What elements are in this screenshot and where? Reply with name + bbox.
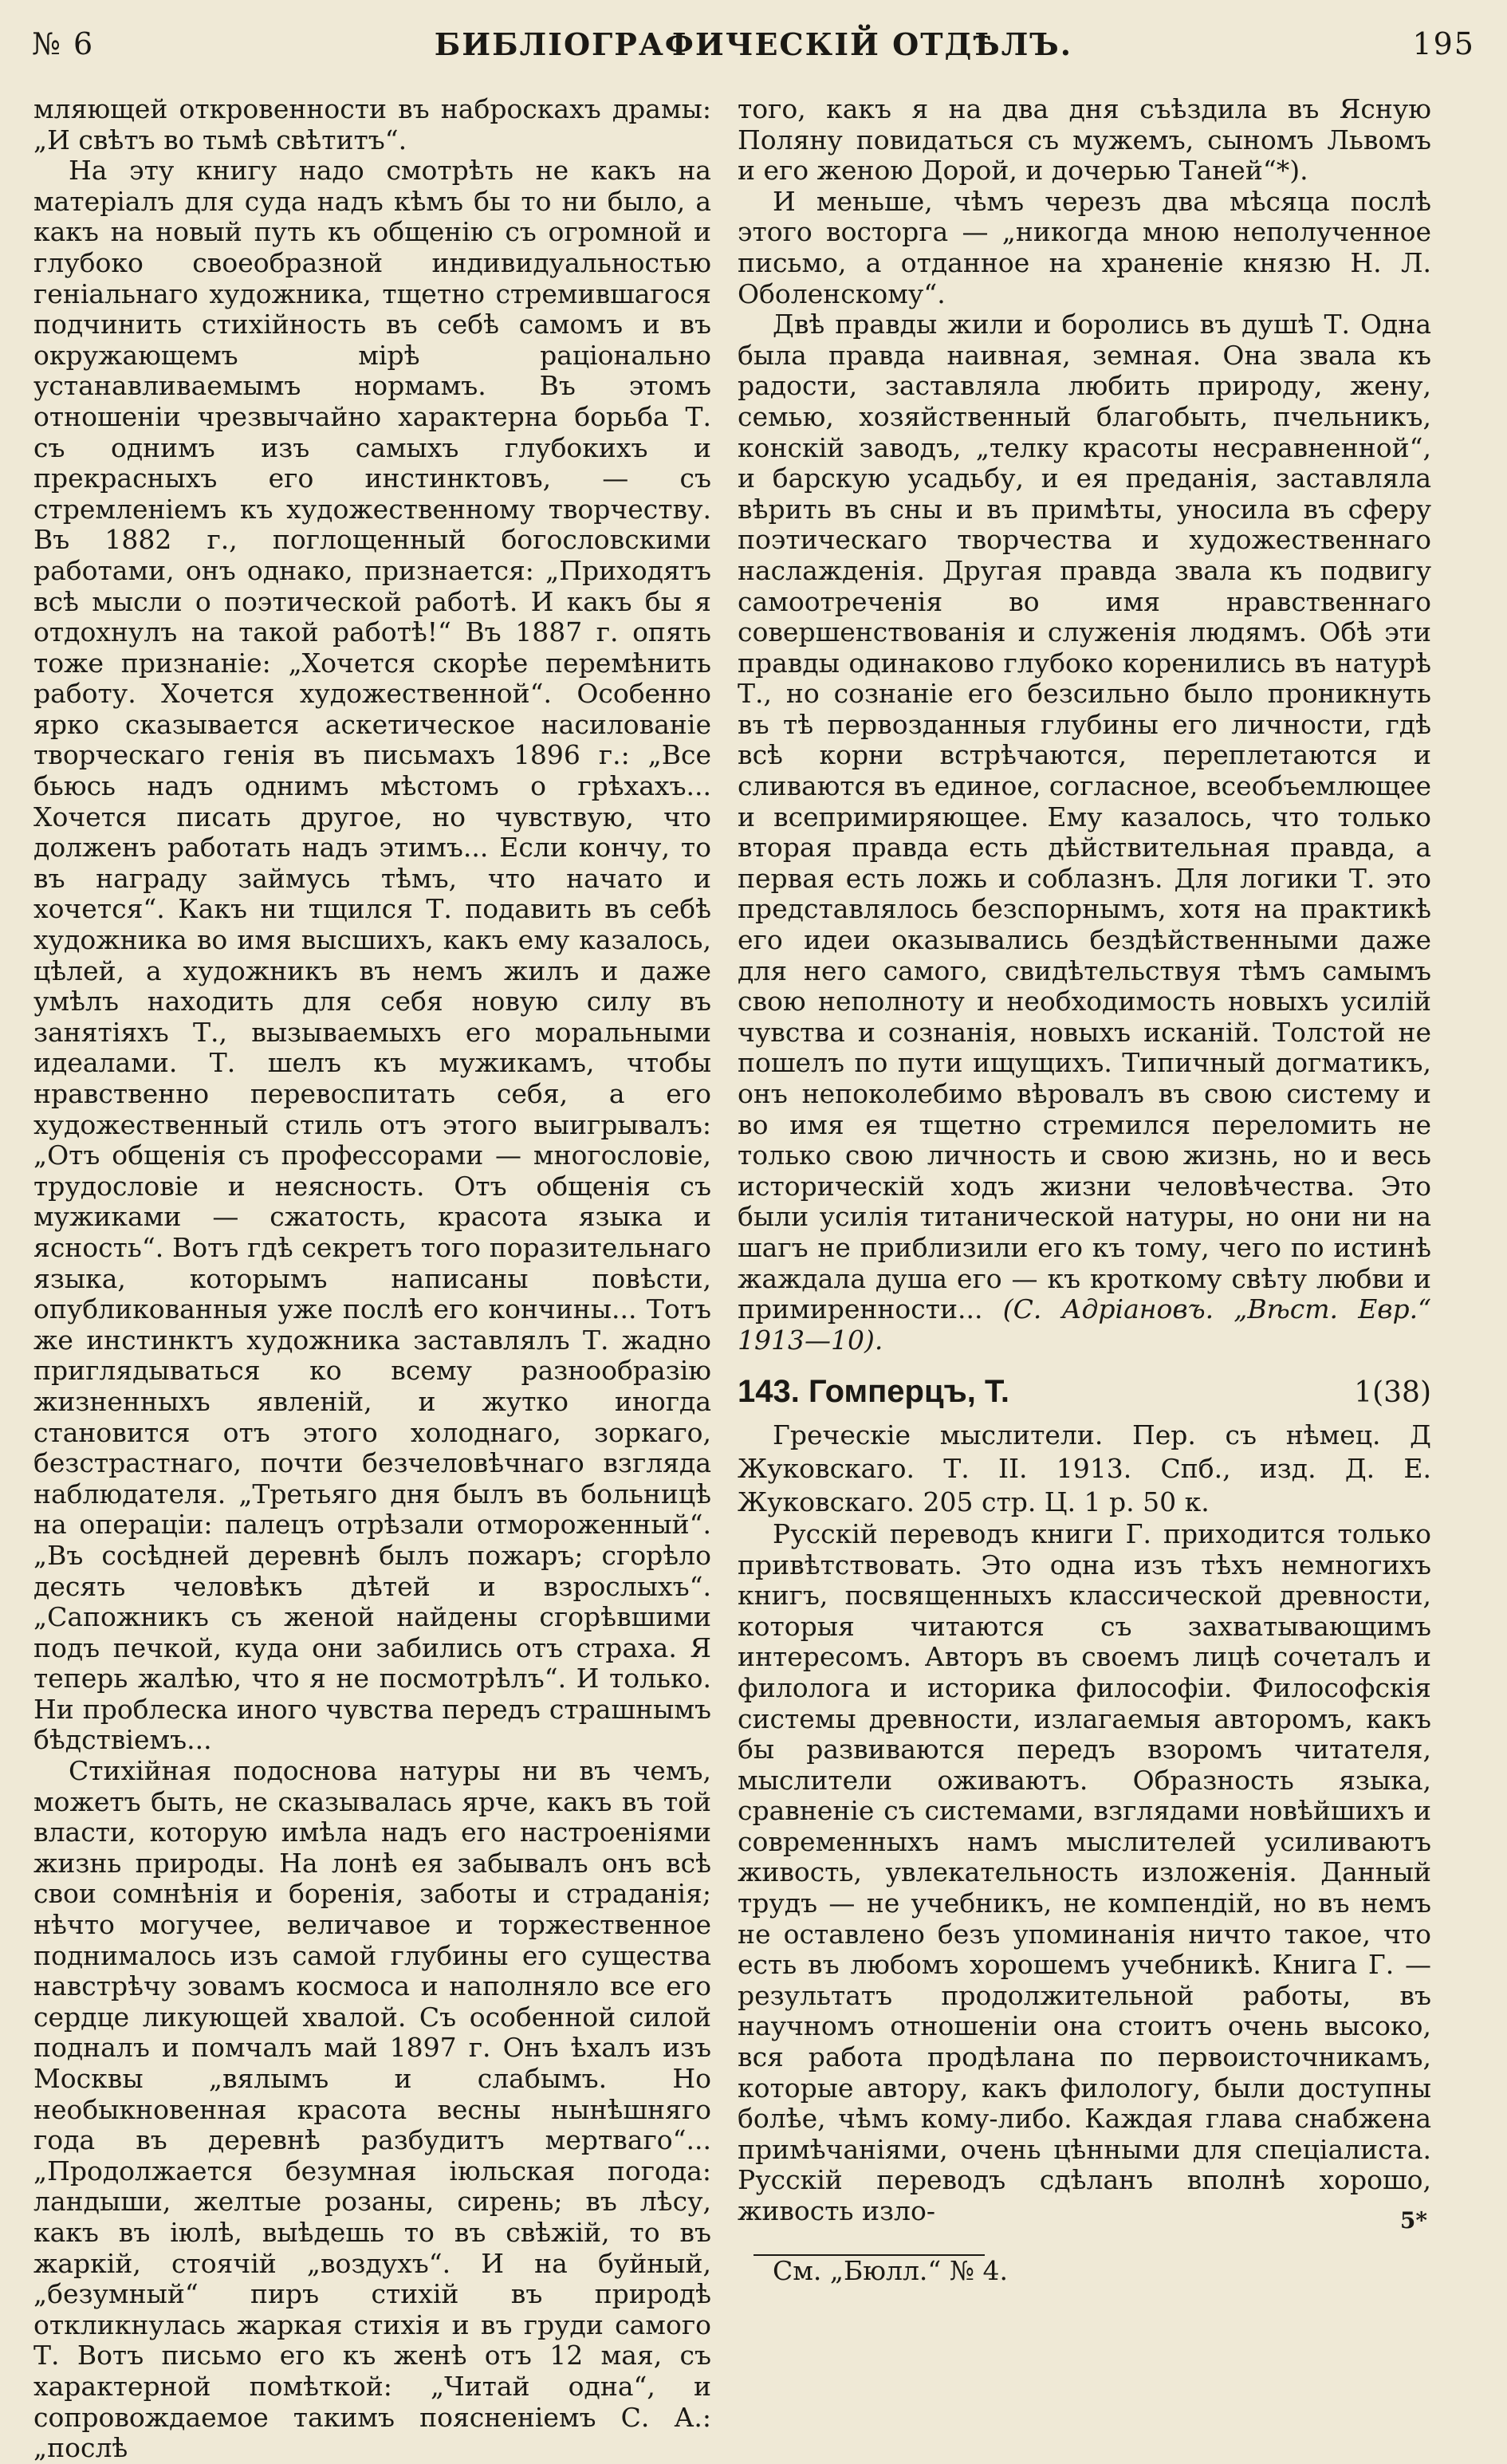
paragraph: На эту книгу надо смотрѣть не какъ на матеріалъ для суда надъ кѣмъ бы то ни было, а какъ на новый путь къ общенію съ огромной и глубоко своеобразной индивидуальностью геніальнаго художника, тщетно стремившагося подчинить стихійность въ себѣ самомъ и въ окружающемъ мірѣ раціонально устанавливаемымъ нормамъ. Въ этомъ отношеніи чрезвычайно характерна борьба Т. съ однимъ изъ самыхъ глубокихъ и прекрасныхъ его инстинктовъ, — съ стремленіемъ къ художественному творчеству. Въ 1882 г., поглощенный богословскими работами, онъ однако, признается: „Приходятъ всѣ мысли о поэтической работѣ. И какъ бы я отдохнулъ на такой работѣ!“ Въ 1887 г. опять тоже признаніе: „Хочется скорѣе перемѣнить работу. Хочется художественной“. Особенно ярко сказывается аскетическое насилованіе творческаго генія въ письмахъ 1896 г.: „Все бьюсь надъ однимъ мѣстомъ о грѣхахъ... Хочется писать другое, но чувствую, что долженъ работать надъ этимъ... Если кончу, то въ награду займусь тѣмъ, что начато и хочется“. Какъ ни тщился Т. подавить въ себѣ художника во имя высшихъ, какъ ему казалось, цѣлей, а художникъ въ немъ жилъ и даже умѣлъ находить для себя новую силу въ занятіяхъ Т., вызываемыхъ его моральными идеалами. Т. шелъ къ мужикамъ, чтобы нравственно перевоспитать себя, а его художественный стиль отъ этого выигрывалъ: „Отъ общенія съ профессорами — многословіе, трудословіе и неясность. Отъ общенія съ мужиками — сжатость, красота языка и ясность“. Вотъ гдѣ секретъ того поразительнаго языка, которымъ написаны повѣсти, опубликованныя уже послѣ его кончины... Тотъ же инстинктъ художника заставлялъ Т. жадно приглядываться ко всему разнообразію жизненныхъ явленій, и жутко иногда становится отъ этого холоднаго, зоркаго, безстрастнаго, почти безчеловѣчнаго взгляда наблюдателя. „Третьяго дня былъ въ больницѣ на операціи: палецъ отрѣзали отмороженный“. „Въ сосѣдней деревнѣ былъ пожаръ; сгорѣло десять человѣкъ дѣтей и взрослыхъ“. „Сапожникъ съ женой найдены сгорѣвшими подъ печкой, куда они забились отъ страха. Я теперь жалѣю, что я не посмотрѣлъ“. И только. Ни проблеска иного чувства передъ страшнымъ бѣдствіемъ...: [33, 155, 711, 1756]
paragraph: [738, 309, 1431, 1356]
source-citation: (С. Адріановъ. „Вѣст. Евр.“ 1913—10).: [738, 1293, 1431, 1356]
footnote-reference: См. „Бюлл.“ № 4.: [773, 2254, 1008, 2286]
paragraph: мляющей откровенности въ наброскахъ драмы: „И свѣтъ во тьмѣ свѣтитъ“.: [33, 93, 711, 155]
entry-count: 1(38): [1354, 1376, 1431, 1410]
paragraph: И меньше, чѣмъ черезъ два мѣсяца послѣ этого восторга — „никогда мною неполученное письмо, а отданное на храненіе князю Н. Л. Оболенскому“.: [738, 185, 1431, 309]
paragraph-text: Двѣ правды жили и боролись въ душѣ Т. Одна была правда наивная, земная. Она звала къ радости, заставляла любить природу, жену, семью, хозяйственный благобыть, пчельникъ, конскій заводъ, „телку красоты несравненной“, и барскую усадьбу, и ея преданія, заставляла вѣрить въ сны и въ примѣты, уносила въ сферу поэтическаго творчества и художественнаго наслажденія. Другая правда звала къ подвигу самоотреченія во имя нравственнаго совершенствованія и служенія людямъ. Обѣ эти правды одинаково глубоко коренились въ натурѣ Т., но сознаніе его безсильно было проникнуть въ тѣ первозданныя глубины его личности, гдѣ всѣ корни встрѣчаются, переплетаются и сливаются въ единое, согласное, всеобъемлющее и всепримиряющее. Ему казалось, что только вторая правда есть дѣйствительная правда, а первая есть ложь и соблазнъ. Для логики Т. это представлялось безспорнымъ, хотя на практикѣ его идеи оказывались бездѣйственными даже для него самого, свидѣтельствуя тѣмъ самымъ свою неполноту и необходимость новыхъ усилій чувства и сознанія, новыхъ исканій. Толстой не пошелъ по пути ищущихъ. Типичный догматикъ, онъ непоколебимо вѣровалъ въ свою систему и во имя ея тщетно стремился переломить не только свою личность и свою жизнь, но и весь историческій ходъ жизни человѣчества. Это были усилія титанической натуры, но они ни на шагъ не приблизили его къ тому, чего по истинѣ жаждала душа его — къ кроткому свѣту любви и примиренности...: [738, 309, 1431, 1325]
entry-heading: [738, 1376, 1431, 1409]
paragraph: того, какъ я на два дня съѣздила въ Ясную Поляну повидаться съ мужемъ, сыномъ Львомъ и его женою Дорой, и дочерью Таней“*).: [738, 93, 1431, 187]
page-number: 195: [1412, 26, 1475, 61]
issue-number: № 6: [32, 26, 95, 61]
section-title: БИБЛІОГРАФИЧЕСКІЙ ОТДѢЛЪ.: [434, 26, 1072, 62]
signature-mark: 5*: [1399, 2207, 1427, 2234]
review-text: Русскій переводъ книги Г. приходится только привѣтствовать. Это одна изъ тѣхъ немногихъ книгъ, посвященныхъ классической древности, которыя читаются съ захватывающимъ интересомъ. Авторъ въ своемъ лицѣ сочеталъ и филолога и историка философіи. Философскія системы древности, излагаемыя авторомъ, какъ бы развиваются передъ взоромъ читателя, мыслители оживаютъ. Образность языка, сравненіе съ системами, взглядами новѣйшихъ и современныхъ намъ мыслителей усиливаютъ живость, увлекательность изложенія. Данный трудъ — не учебникъ, не компендій, но въ немъ не оставлено безъ упоминанія ничто такое, что есть въ любомъ хорошемъ учебникѣ. Книга Г. — результатъ продолжительной работы, въ научномъ отношеніи она стоитъ очень высоко, вся работа продѣлана по первоисточникамъ, которые автору, какъ филологу, были доступны болѣе, чѣмъ кому-либо. Каждая глава снабжена примѣчаніями, очень цѣнными для спеціалиста. Русскій переводъ сдѣланъ вполнѣ хорошо, живость изло-: [738, 1517, 1431, 2226]
left-column: [33, 94, 711, 2464]
paragraph: Стихійная подоснова натуры ни въ чемъ, можетъ быть, не сказывалась ярче, какъ въ той власти, которую имѣла надъ его настроеніями жизнь природы. На лонѣ ея забывалъ онъ всѣ свои сомнѣнія и боренія, заботы и страданія; нѣчто могучее, величавое и торжественное поднималось изъ самой глубины его существа навстрѣчу зовамъ космоса и наполняло все его сердце ликующей хвалой. Съ особенной силой подналъ и помчалъ май 1897 г. Онъ ѣхалъ изъ Москвы „вялымъ и слабымъ. Но необыкновенная красота весны нынѣшняго года въ деревнѣ разбудитъ мертваго“... „Продолжается безумная іюльская погода: ландыши, желтые розаны, сирень; въ лѣсу, какъ въ іюлѣ, выѣдешь то въ свѣжій, то въ жаркій, стоячій „воздухъ“. И на буйный, „безумный“ пиръ стихій въ природѣ откликнулась жаркая стихія и въ груди самого Т. Вотъ письмо его къ женѣ отъ 12 мая, съ характерной помѣткой: „Читай одна“, и сопровождаемое такимъ поясненіемъ С. А.: „послѣ: [33, 1755, 711, 2464]
entry-title: 143. Гомперцъ, Т.: [738, 1374, 1009, 1410]
right-column: [738, 94, 1431, 2286]
bibliographic-record: Греческіе мыслители. Пер. съ нѣмец. Д Жуковскаго. Т. II. 1913. Спб., изд. Д. Е. Жуковскаго. 205 стр. Ц. 1 р. 50 к.: [738, 1419, 1431, 1517]
page-header: [32, 16, 1475, 72]
